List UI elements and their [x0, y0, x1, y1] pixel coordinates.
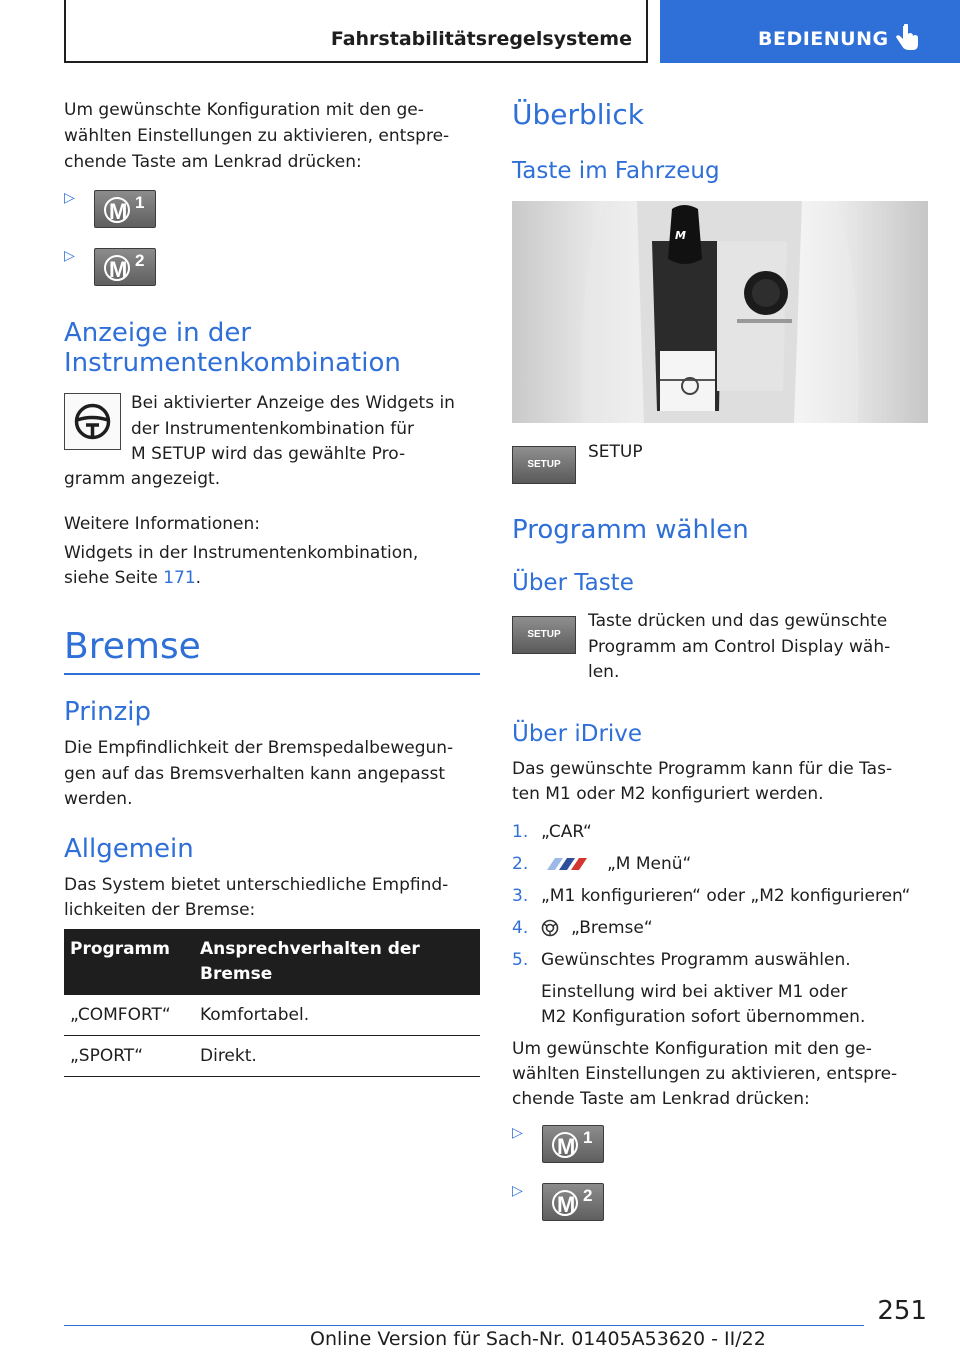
list-item: 3. „M1 konfigurieren“ oder „M2 konfigurieren“ — [512, 886, 911, 906]
via-idrive-line-1: Das gewünschte Programm kann für die Tas- — [512, 759, 893, 779]
display-text-line-3: M SETUP wird das gewählte Pro- — [131, 444, 406, 464]
m1-button-image — [94, 190, 156, 228]
footer-rule — [64, 1325, 864, 1326]
table-row — [64, 995, 480, 1036]
online-version-text: Online Version für Sach-Nr. 01405A53620 - II/22 — [310, 1328, 766, 1350]
m2-number: 2 — [135, 251, 145, 270]
bullet-triangle: ▷ — [64, 190, 75, 206]
list-item: 1. „CAR“ — [512, 822, 592, 842]
page-link[interactable]: 171 — [163, 568, 196, 588]
header-chapter-box — [660, 0, 960, 63]
section-title: Fahrstabilitätsregelsysteme — [330, 28, 632, 50]
chapter-title: BEDIENUNG — [758, 28, 889, 50]
principle-heading: Prinzip — [64, 697, 151, 727]
setup-caption: SETUP — [588, 442, 643, 462]
console-m-logo: M — [675, 229, 686, 242]
table-cell-response: Direkt. — [194, 1036, 480, 1077]
list-item: 5. Gewünschtes Programm auswählen. — [512, 950, 851, 970]
select-program-heading: Programm wählen — [512, 515, 749, 545]
header-section-box — [64, 0, 648, 63]
table-cell-response: Komfortabel. — [194, 995, 480, 1036]
widgets-line-1: Widgets in der Instrumentenkombination, — [64, 543, 419, 563]
table-header-program: Programm — [64, 929, 194, 995]
more-info-label: Weitere Informationen: — [64, 514, 260, 534]
via-idrive-heading: Über iDrive — [512, 721, 643, 747]
via-button-line-3: len. — [588, 662, 620, 682]
steering-wheel-icon — [64, 393, 121, 450]
display-text-line-4: gramm angezeigt. — [64, 469, 221, 489]
table-header-response: Ansprechverhalten der Bremse — [194, 929, 480, 995]
m2-button-image: M 2 — [542, 1183, 604, 1221]
outro-line-3: chende Taste am Lenkrad drücken: — [512, 1089, 810, 1109]
bullet-triangle: ▷ — [512, 1183, 523, 1199]
via-idrive-line-2: ten M1 oder M2 konfiguriert werden. — [512, 784, 824, 804]
principle-line-1: Die Empfindlichkeit der Bremspedalbewegun- — [64, 738, 454, 758]
step5-note-line-2: M2 Konfiguration sofort übernommen. — [541, 1007, 866, 1027]
list-item: 4. „Bremse“ — [512, 918, 653, 938]
hand-pointer-icon — [894, 24, 920, 54]
m2-button-image — [94, 248, 156, 286]
display-text-line-1: Bei aktivierter Anzeige des Widgets in — [131, 393, 455, 413]
table-header-row — [64, 929, 480, 995]
setup-button-label: SETUP — [527, 629, 561, 640]
outro-line-1: Um gewünschte Konfiguration mit den ge- — [512, 1039, 872, 1059]
m1-letter: M — [109, 199, 128, 224]
table-cell-program: „COMFORT“ — [64, 995, 194, 1036]
bullet-triangle: ▷ — [512, 1125, 523, 1141]
general-line-1: Das System bietet unterschiedliche Empfind- — [64, 875, 449, 895]
overview-heading: Überblick — [512, 98, 644, 131]
principle-line-3: werden. — [64, 789, 133, 809]
m1-number: 1 — [135, 193, 145, 212]
table-cell-program: „SPORT“ — [64, 1036, 194, 1077]
display-heading-line-1: Anzeige in der — [64, 318, 252, 348]
m-stripes-icon — [541, 857, 593, 871]
intro-line-1: Um gewünschte Konfiguration mit den ge- — [64, 100, 424, 120]
button-heading: Taste im Fahrzeug — [512, 158, 720, 184]
intro-line-2: wählten Einstellungen zu aktivieren, entspre- — [64, 126, 450, 146]
via-button-line-1: Taste drücken und das gewünschte — [588, 611, 888, 631]
general-line-2: lichkeiten der Bremse: — [64, 900, 256, 920]
principle-line-2: gen auf das Bremsverhalten kann angepasst — [64, 764, 446, 784]
via-button-heading: Über Taste — [512, 570, 634, 596]
page-number: 251 — [877, 1296, 927, 1326]
setup-button-image — [512, 616, 576, 654]
outro-line-2: wählten Einstellungen zu aktivieren, entspre- — [512, 1064, 898, 1084]
m2-letter: M — [109, 257, 128, 282]
display-heading-line-2: Instrumentenkombination — [64, 348, 401, 378]
display-text-line-2: der Instrumentenkombination für — [131, 419, 415, 439]
widgets-line-2: siehe Seite 171. — [64, 568, 202, 588]
via-button-line-2: Programm am Control Display wäh- — [588, 637, 891, 657]
section-rule — [64, 673, 480, 675]
program-table — [64, 929, 480, 1077]
brake-disc-icon — [541, 919, 559, 937]
brake-heading: Bremse — [64, 626, 201, 667]
general-heading: Allgemein — [64, 834, 194, 864]
step5-note-line-1: Einstellung wird bei aktiver M1 oder — [541, 982, 848, 1002]
list-item: 2. „M Menü“ — [512, 854, 692, 874]
setup-button-image — [512, 446, 576, 484]
setup-button-label: SETUP — [527, 459, 561, 470]
table-row — [64, 1036, 480, 1077]
m1-button-image: M 1 — [542, 1125, 604, 1163]
bullet-triangle: ▷ — [64, 248, 75, 264]
center-console-photo — [512, 201, 928, 423]
intro-line-3: chende Taste am Lenkrad drücken: — [64, 152, 362, 172]
